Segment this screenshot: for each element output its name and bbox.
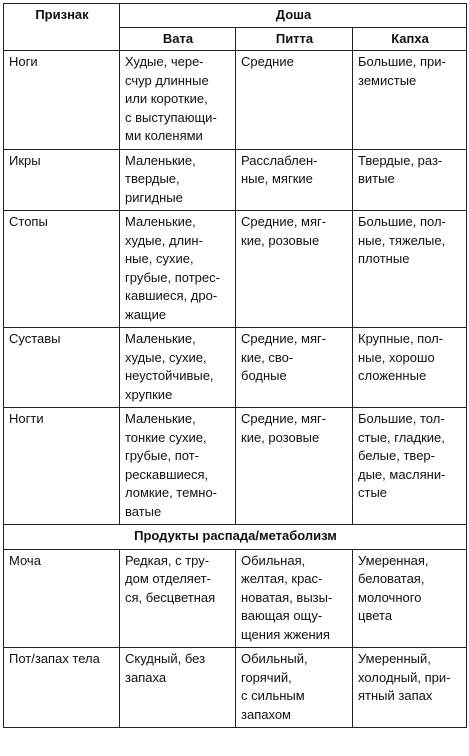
table-row	[4, 211, 467, 328]
cell-vata: Редкая, с тру- дом отделяет- ся, бесцветная	[120, 549, 236, 648]
cell-kapha: Крупные, пол- ные, хорошо сложенные	[353, 328, 467, 408]
row-name: Пот/запах тела	[4, 648, 120, 728]
cell-pitta: Средние, мяг- кие, розовые	[236, 408, 353, 525]
row-name: Моча	[4, 549, 120, 648]
cell-vata: Маленькие, худые, длин- ные, сухие, грубые, потрес- кавшиеся, дро- жащие	[120, 211, 236, 328]
table-row	[4, 51, 467, 150]
header-dosha: Доша	[120, 4, 467, 28]
row-name: Ногти	[4, 408, 120, 525]
cell-pitta: Расслаблен- ные, мягкие	[236, 149, 353, 211]
cell-pitta: Обильная, желтая, крас- новатая, вызы- вающая ощу- щения жжения	[236, 549, 353, 648]
cell-vata: Маленькие, худые, сухие, неустойчивые, хрупкие	[120, 328, 236, 408]
cell-kapha: Умеренная, беловатая, молочного цвета	[353, 549, 467, 648]
header-priznak: Признак	[4, 4, 120, 51]
cell-pitta: Средние, мяг- кие, сво- бодные	[236, 328, 353, 408]
header-row-top	[4, 4, 467, 28]
row-name: Суставы	[4, 328, 120, 408]
cell-vata: Скудный, без запаха	[120, 648, 236, 728]
cell-kapha: Большие, пол- ные, тяжелые, плотные	[353, 211, 467, 328]
table-row	[4, 328, 467, 408]
header-pitta: Питта	[236, 27, 353, 51]
cell-kapha: Твердые, раз- витые	[353, 149, 467, 211]
table-row	[4, 549, 467, 648]
row-name: Стопы	[4, 211, 120, 328]
header-kapha: Капха	[353, 27, 467, 51]
cell-kapha: Умеренный, холодный, при- ятный запах	[353, 648, 467, 728]
row-name: Икры	[4, 149, 120, 211]
section-title: Продукты распада/метаболизм	[4, 525, 467, 550]
table-row	[4, 149, 467, 211]
table-row	[4, 408, 467, 525]
header-vata: Вата	[120, 27, 236, 51]
cell-vata: Маленькие, тонкие сухие, грубые, пот- рескавшиеся, ломкие, темно- ватые	[120, 408, 236, 525]
cell-kapha: Большие, тол- стые, гладкие, белые, твер- дые, масляни- стые	[353, 408, 467, 525]
cell-pitta: Средние	[236, 51, 353, 150]
cell-pitta: Средние, мяг- кие, розовые	[236, 211, 353, 328]
section-row	[4, 525, 467, 550]
cell-pitta: Обильный, горячий, с сильным запахом	[236, 648, 353, 728]
cell-vata: Худые, чере- счур длинные или короткие, с выступающи- ми коленями	[120, 51, 236, 150]
cell-vata: Маленькие, твердые, ригидные	[120, 149, 236, 211]
dosha-table	[3, 3, 467, 728]
cell-kapha: Большие, при- земистые	[353, 51, 467, 150]
table-row	[4, 648, 467, 728]
row-name: Ноги	[4, 51, 120, 150]
